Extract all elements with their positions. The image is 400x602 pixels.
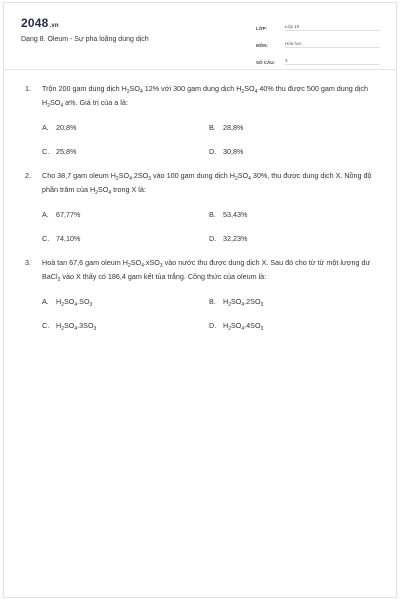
question-3 [4,256,396,345]
question-number: 2. [25,171,31,180]
option-text: $H_2SO_4.4SO_3$ [223,321,264,332]
option-a[interactable] [42,297,209,307]
option-label: B. [209,210,216,219]
meta-row-subject [256,34,380,48]
option-d[interactable] [209,147,376,157]
answer-options [42,297,376,345]
meta-label: LỚP: [256,26,268,31]
option-label: D. [209,147,217,156]
option-c[interactable] [42,321,209,331]
option-label: A. [42,123,49,132]
option-d[interactable] [209,234,376,244]
option-a[interactable] [42,210,209,220]
option-text: $H_2SO_4.SO_3$ [56,297,93,308]
option-d[interactable] [209,321,376,331]
option-b[interactable] [209,123,376,133]
question-2 [4,169,396,258]
answer-options [42,123,376,171]
option-label: A. [42,297,49,306]
meta-row-count [256,51,380,65]
meta-label: MÔN: [256,43,268,48]
answer-options [42,210,376,258]
question-1 [4,82,396,171]
option-c[interactable] [42,234,209,244]
option-label: B. [209,297,216,306]
question-list [4,69,396,345]
option-text: 20,8% [56,123,77,132]
option-text: 30,8% [223,147,244,156]
logo-suffix: .vn [49,23,59,29]
meta-value: 3 [285,58,380,65]
question-number: 1. [25,84,31,93]
worksheet-header [4,3,396,70]
option-label: C. [42,321,50,330]
site-logo[interactable] [21,16,59,30]
meta-value: Hóa học [285,41,380,48]
option-text: $H_2SO_4.3SO_3$ [56,321,97,332]
option-b[interactable] [209,297,376,307]
worksheet-meta [256,17,380,68]
question-number: 3. [25,258,31,267]
question-text: Trộn 200 gam dung dịch $H_2SO_4$ 12% với 300 gam dung dịch $H_2SO_4$ 40% thu được 500 gam dung dịch $H_2SO_4$ a%. Giá trị của a là: [42,84,368,109]
option-label: A. [42,210,49,219]
meta-row-class [256,17,380,31]
question-text: Cho 38,7 gam oleum $H_2SO_4.2SO_3$ vào 100 gam dung dịch $H_2SO_4$ 30%, thu được dung dịch X. Nồng độ phần trăm của $H_2SO_4$ trong X là: [42,171,372,196]
meta-label: SỐ CÂU: [256,60,275,65]
worksheet-page [3,2,397,598]
option-text: 74,10% [56,234,81,243]
option-b[interactable] [209,210,376,220]
option-text: 25,8% [56,147,77,156]
option-text: 67,77% [56,210,81,219]
worksheet-title: Dạng 8. Oleum - Sự pha loãng dung dịch [21,36,149,43]
option-label: C. [42,234,50,243]
option-text: 28,8% [223,123,244,132]
meta-value: Lớp 10 [285,24,380,31]
option-text: 53,43% [223,210,248,219]
option-text: 32,23% [223,234,248,243]
question-text: Hoà tan 67,6 gam oleum $H_2SO_4.xSO_3$ vào nước thu được dung dịch X. Sau đó cho từ từ một lượng dư BaCl$_2$ vào X thấy có 186,4 gam kết tủa trắng. Công thức của oleum là: [42,258,371,283]
logo-text: 2048 [21,16,49,30]
option-label: D. [209,234,217,243]
option-label: C. [42,147,50,156]
option-label: B. [209,123,216,132]
option-label: D. [209,321,217,330]
option-c[interactable] [42,147,209,157]
option-text: $H_2SO_4.2SO_3$ [223,297,264,308]
option-a[interactable] [42,123,209,133]
